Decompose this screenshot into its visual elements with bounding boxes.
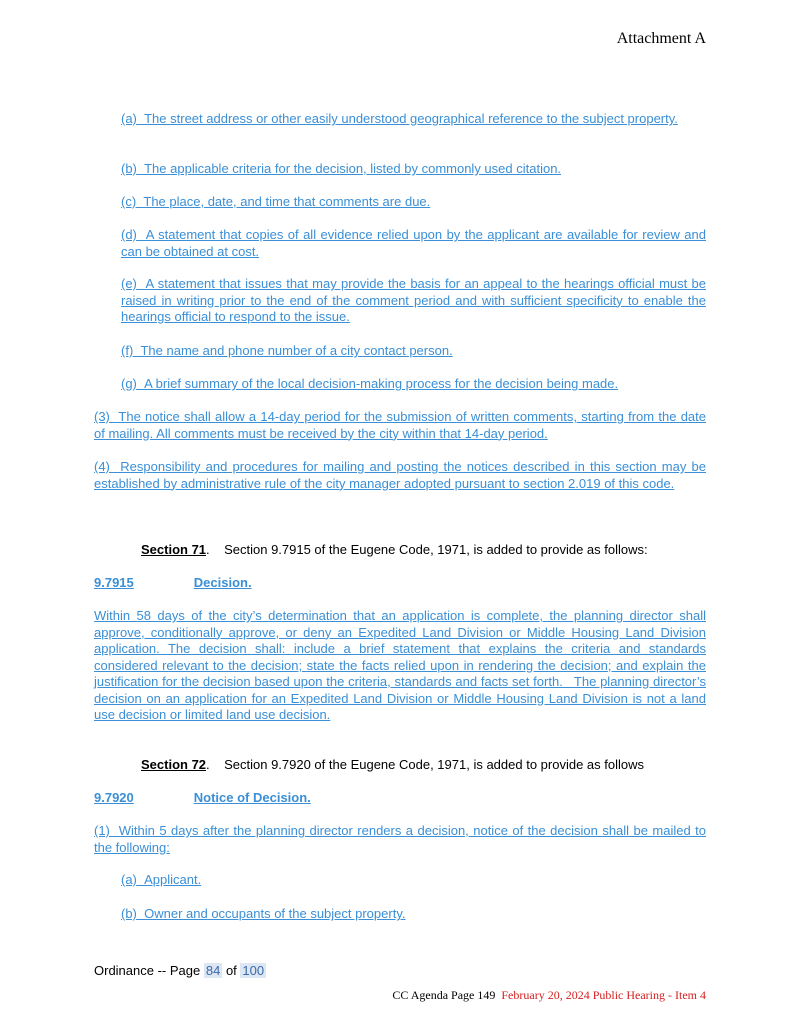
section-71-intro [141, 542, 648, 557]
paragraph-4-responsibility: (4) Responsibility and procedures for mailing and posting the notices described in this section may be established by administrative rule of the city manager adopted pursuant to section 2.019 of this code. [94, 459, 706, 491]
heading-9-7915-title: Decision. [193, 575, 252, 590]
item-d-evidence: (d) A statement that copies of all evidence relied upon by the applicant are available for review and can be obtained at cost. [121, 227, 706, 259]
item-e-appeal-issues: (e) A statement that issues that may provide the basis for an appeal to the hearings official must be raised in writing prior to the end of the comment period and with sufficient specificity to enable the hearings official to respond to the issue. [121, 276, 706, 324]
item-b-criteria: (b) The applicable criteria for the decision, listed by commonly used citation. [121, 161, 562, 176]
section-71-text: . Section 9.7915 of the Eugene Code, 1971, is added to provide as follows: [206, 542, 648, 557]
decision-paragraph: Within 58 days of the city’s determination that an application is complete, the planning director shall approve, conditionally approve, or deny an Expedited Land Division or Middle Housing Land Division application. The decision shall: include a brief statement that explains the criteria and standards considered relevant to the decision; state the facts relied upon in rendering the decision; and explain the justification for the decision based upon the criteria, standards and facts set forth. The planning director’s decision on an application for an Expedited Land Division or Middle Housing Land Division is not a land use decision or limited land use decision. [94, 608, 706, 722]
ordinance-label: Ordinance -- Page [94, 963, 201, 978]
section-72-intro [141, 757, 644, 772]
section-71-label: Section 71 [141, 542, 207, 557]
page-footer-ordinance [94, 963, 266, 978]
page-of: of [225, 963, 237, 978]
page-total: 100 [242, 963, 265, 978]
heading-9-7915 [94, 575, 252, 590]
agenda-footer [392, 988, 706, 1003]
item-a-street-address: (a) The street address or other easily understood geographical reference to the subject property. [121, 111, 678, 126]
hearing-label: February 20, 2024 Public Hearing - Item 4 [501, 988, 706, 1002]
heading-9-7920 [94, 790, 311, 805]
page-number: 84 [205, 963, 221, 978]
item-g-summary: (g) A brief summary of the local decision-making process for the decision being made. [121, 376, 619, 391]
heading-9-7920-title: Notice of Decision. [193, 790, 311, 805]
attachment-header: Attachment A [616, 30, 706, 47]
notice-paragraph-1: (1) Within 5 days after the planning director renders a decision, notice of the decision shall be mailed to the following: [94, 823, 706, 855]
item-f-contact: (f) The name and phone number of a city contact person. [121, 343, 453, 358]
item-c-comments-due: (c) The place, date, and time that comments are due. [121, 194, 431, 209]
agenda-page: CC Agenda Page 149 [392, 988, 496, 1002]
notice-item-b-owner: (b) Owner and occupants of the subject property. [121, 906, 406, 921]
heading-9-7915-number: 9.7915 [94, 575, 134, 590]
heading-9-7920-number: 9.7920 [94, 790, 134, 805]
paragraph-3-comment-period: (3) The notice shall allow a 14-day period for the submission of written comments, starting from the date of mailing. All comments must be received by the city within that 14-day period. [94, 409, 706, 441]
section-72-label: Section 72 [141, 757, 207, 772]
section-72-text: . Section 9.7920 of the Eugene Code, 1971, is added to provide as follows [206, 757, 644, 772]
notice-item-a-applicant: (a) Applicant. [121, 872, 202, 887]
